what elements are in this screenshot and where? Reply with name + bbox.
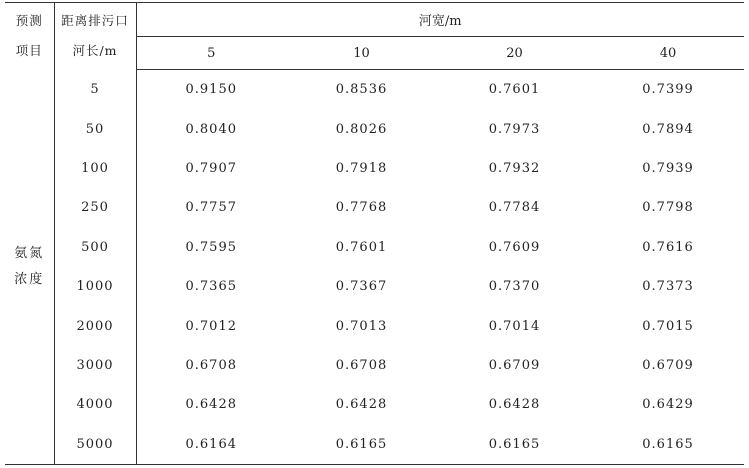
value-cell: 0.6165 xyxy=(488,436,541,452)
value-cell: 0.7918 xyxy=(335,160,388,176)
distance-cell: 3000 xyxy=(54,346,136,385)
value-cell: 0.7907 xyxy=(185,160,237,176)
table-row xyxy=(5,425,744,465)
value-cell: 0.6428 xyxy=(185,397,237,413)
value-cell: 0.7601 xyxy=(335,239,388,255)
distance-cell: 4000 xyxy=(54,385,136,424)
value-cell: 0.7601 xyxy=(488,82,541,98)
table-body xyxy=(5,70,744,465)
value-cell: 0.7973 xyxy=(488,121,541,137)
header-distance xyxy=(54,3,136,70)
value-cell: 0.7012 xyxy=(185,318,237,334)
item-line2: 浓度 xyxy=(14,271,45,287)
value-cell: 0.9150 xyxy=(185,82,237,98)
table-row xyxy=(5,188,744,227)
distance-cell: 100 xyxy=(54,149,136,188)
distance-cell: 5000 xyxy=(54,425,136,465)
table-row xyxy=(5,228,744,267)
ammonia-concentration-table xyxy=(5,2,744,465)
value-cell: 0.6165 xyxy=(335,436,388,452)
header-item xyxy=(5,3,54,70)
header-width-10: 10 xyxy=(286,37,437,70)
value-cell: 0.8536 xyxy=(335,82,388,98)
value-cell: 0.7014 xyxy=(488,318,541,334)
header-distance-line1: 距离排污口 xyxy=(61,13,129,29)
value-cell: 0.8026 xyxy=(335,121,388,137)
value-cell: 0.7894 xyxy=(642,121,694,137)
table-row xyxy=(5,385,744,424)
value-cell: 0.7370 xyxy=(488,279,541,295)
value-cell: 0.7013 xyxy=(335,318,388,334)
header-width-5: 5 xyxy=(136,37,286,70)
table-row xyxy=(5,70,744,110)
header-distance-line2: 河长/m xyxy=(72,43,118,59)
value-cell: 0.7365 xyxy=(185,279,237,295)
distance-cell: 500 xyxy=(54,228,136,267)
table-row xyxy=(5,306,744,345)
value-cell: 0.6709 xyxy=(488,357,541,373)
distance-cell: 1000 xyxy=(54,267,136,306)
value-cell: 0.6708 xyxy=(185,357,237,373)
header-river-width-group: 河宽/m xyxy=(136,3,744,37)
value-cell: 0.7932 xyxy=(488,160,541,176)
table-row xyxy=(5,267,744,306)
value-cell: 0.7399 xyxy=(642,82,694,98)
value-cell: 0.6164 xyxy=(185,436,237,452)
value-cell: 0.6708 xyxy=(335,357,388,373)
table-row xyxy=(5,149,744,188)
item-cell xyxy=(5,70,54,465)
value-cell: 0.7798 xyxy=(642,200,694,216)
value-cell: 0.7757 xyxy=(185,200,237,216)
item-line1: 氨氮 xyxy=(14,245,45,261)
distance-cell: 5 xyxy=(54,70,136,110)
value-cell: 0.6709 xyxy=(642,357,694,373)
distance-cell: 250 xyxy=(54,188,136,227)
value-cell: 0.7015 xyxy=(642,318,694,334)
header-width-20: 20 xyxy=(437,37,592,70)
distance-cell: 50 xyxy=(54,109,136,148)
value-cell: 0.6165 xyxy=(642,436,694,452)
table-row xyxy=(5,109,744,148)
value-cell: 0.7768 xyxy=(335,200,388,216)
value-cell: 0.6428 xyxy=(488,397,541,413)
header-item-line2: 项目 xyxy=(15,43,43,59)
value-cell: 0.7367 xyxy=(335,279,388,295)
header-width-40: 40 xyxy=(592,37,744,70)
header-item-line1: 预测 xyxy=(15,13,43,29)
value-cell: 0.7595 xyxy=(185,239,237,255)
value-cell: 0.6428 xyxy=(335,397,388,413)
value-cell: 0.7784 xyxy=(488,200,541,216)
distance-cell: 2000 xyxy=(54,306,136,345)
value-cell: 0.6429 xyxy=(642,397,694,413)
value-cell: 0.7609 xyxy=(488,239,541,255)
data-table-container xyxy=(5,2,744,465)
value-cell: 0.7616 xyxy=(642,239,694,255)
value-cell: 0.7373 xyxy=(642,279,694,295)
value-cell: 0.7939 xyxy=(642,160,694,176)
table-row xyxy=(5,346,744,385)
value-cell: 0.8040 xyxy=(185,121,237,137)
